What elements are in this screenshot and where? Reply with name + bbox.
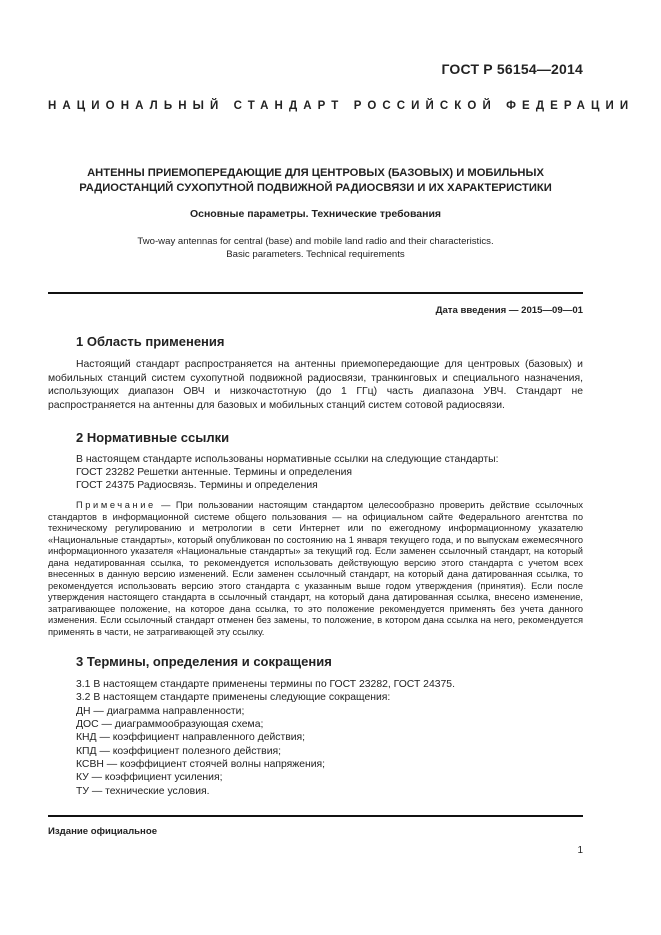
clause-3-1: 3.1 В настоящем стандарте применены термины по ГОСТ 23282, ГОСТ 24375. (76, 679, 455, 690)
abbreviation-item: КСВН — коэффициент стоячей волны напряжения; (76, 759, 326, 770)
english-title (48, 235, 583, 261)
document-title (48, 166, 583, 196)
introduction-date: Дата введения — 2015—09—01 (435, 305, 583, 316)
section-1-heading: 1 Область применения (76, 334, 225, 349)
abbreviation-item: ТУ — технические условия. (76, 786, 210, 797)
note-label: Примечание (76, 500, 156, 510)
abbreviation-item: ДН — диаграмма направленности; (76, 706, 245, 717)
clause-3-2: 3.2 В настоящем стандарте применены следующие сокращения: (76, 692, 391, 703)
document-code: ГОСТ Р 56154—2014 (441, 61, 583, 77)
note-text: — При пользовании настоящим стандартом целесообразно проверить действие ссылочных стандартов в информационной системе общего пользования — на официальном сайте Федерального агентства по техническому регулированию и метрологии в сети Интернет или по ежегодному информационному указателю «Национальные стандарты», который опубликован по состоянию на 1 января текущего года, и по выпускам ежемесячного информационного указателя «Национальные стандарты» за текущий год. Если заменен ссылочный стандарт, на который дана недатированная ссылка, то рекомендуется использовать действующую версию этого стандарта с учетом всех внесенных в данную версию изменений. Если заменен ссылочный стандарт, на который дана датированная ссылка, то рекомендуется использовать версию этого стандарта с указанным выше годом утверждения (принятия). Если после утверждения настоящего стандарта в ссылочный стандарт, на который дана датированная ссылка, внесено изменение, затрагивающее положение, на которое дана ссылка, то это положение рекомендуется применять без учета данного изменения. Если ссылочный стандарт отменен без замены, то положение, в котором дана ссылка на него, рекомендуется применять в части, не затрагивающей эту ссылку. (48, 500, 583, 637)
normative-ref-gost-24375: ГОСТ 24375 Радиосвязь. Термины и определения (76, 480, 318, 491)
title-divider (48, 292, 583, 294)
english-title-line-2: Basic parameters. Technical requirements (226, 249, 405, 260)
abbreviation-item: КУ — коэффициент усиления; (76, 772, 223, 783)
national-standard-banner: НАЦИОНАЛЬНЫЙ СТАНДАРТ РОССИЙСКОЙ ФЕДЕРАЦИИ (48, 100, 635, 112)
section-1-text: Настоящий стандарт распространяется на антенны приемопередающие для центровых (базовых) и мобильных станций систем сухопутной подвижной радиосвязи, транкинговых и специального назначения, использующих диапазон ОВЧ и низкочастотную (до 1 ГГц) часть диапазона УВЧ. Стандарт не распространяется на антенны для базовых и мобильных станций систем сотовой радиосвязи. (48, 359, 583, 411)
section-2-heading: 2 Нормативные ссылки (76, 430, 230, 445)
section-3-heading: 3 Термины, определения и сокращения (76, 654, 332, 669)
section-2-note (48, 500, 583, 638)
normative-intro: В настоящем стандарте использованы нормативные ссылки на следующие стандарты: (76, 454, 499, 465)
title-line-2: РАДИОСТАНЦИЙ СУХОПУТНОЙ ПОДВИЖНОЙ РАДИОСВЯЗИ И ИХ ХАРАКТЕРИСТИКИ (79, 182, 552, 194)
document-subtitle: Основные параметры. Технические требования (189, 208, 442, 220)
footer-divider (48, 815, 583, 817)
abbreviation-item: КНД — коэффициент направленного действия; (76, 732, 306, 743)
english-title-line-1: Two-way antennas for central (base) and mobile land radio and their characteristics. (137, 236, 494, 247)
abbreviation-item: ДОС — диаграммообразующая схема; (76, 719, 264, 730)
title-line-1: АНТЕННЫ ПРИЕМОПЕРЕДАЮЩИЕ ДЛЯ ЦЕНТРОВЫХ (БАЗОВЫХ) И МОБИЛЬНЫХ (87, 167, 544, 179)
abbreviation-item: КПД — коэффициент полезного действия; (76, 746, 282, 757)
edition-label: Издание официальное (48, 826, 158, 837)
normative-ref-gost-23282: ГОСТ 23282 Решетки антенные. Термины и определения (76, 467, 353, 478)
page-number: 1 (577, 845, 583, 856)
